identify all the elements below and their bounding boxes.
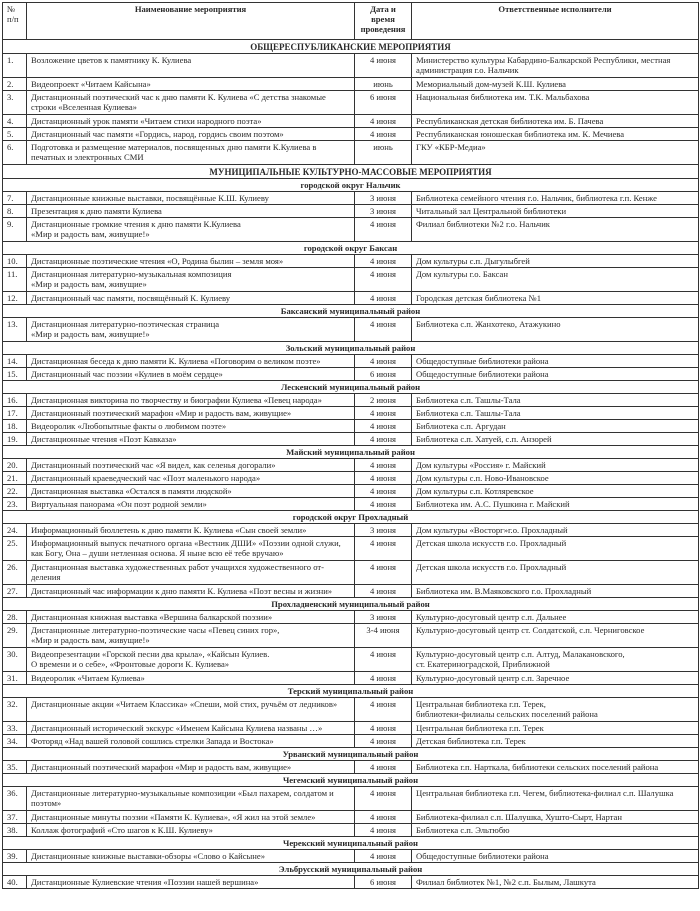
cell-name: Дистанционные акции «Читаем Классика» «Спеши, мой стих, ручьём от ледников» [27, 698, 355, 722]
cell-name: Видеоролик «Читаем Кулиева» [27, 672, 355, 685]
table-row [3, 115, 699, 128]
cell-date: 4 июня [355, 698, 412, 722]
cell-date: 4 июня [355, 585, 412, 598]
subsection-header-title: Урванский муниципальный район [3, 748, 699, 761]
cell-date: 3 июня [355, 205, 412, 218]
cell-exec: Национальная библиотека им. Т.К. Мальбахова [412, 91, 699, 115]
table-row [3, 561, 699, 585]
table-row [3, 218, 699, 242]
cell-exec: Центральная библиотека г.п. Терек, библиотеки-филиалы сельских поселений района [412, 698, 699, 722]
cell-exec: Филиал библиотек №1, №2 с.п. Былым, Лашкута [412, 876, 699, 889]
cell-num: 4. [3, 115, 27, 128]
cell-date: 6 июня [355, 368, 412, 381]
subsection-header [3, 774, 699, 787]
cell-exec: Детская библиотека г.п. Терек [412, 735, 699, 748]
cell-name: Информационный бюллетень к дню памяти К. Кулиева «Сын своей земли» [27, 524, 355, 537]
cell-exec: Дом культуры «Россия» г. Майский [412, 459, 699, 472]
cell-exec: Библиотека с.п. Ташлы-Тала [412, 407, 699, 420]
cell-num: 23. [3, 498, 27, 511]
cell-num: 35. [3, 761, 27, 774]
cell-name: Дистанционная беседа к дню памяти К. Кулиева «Поговорим о великом поэте» [27, 355, 355, 368]
cell-exec: Читальный зал Центральной библиотеки [412, 205, 699, 218]
table-row [3, 420, 699, 433]
cell-date: 4 июня [355, 407, 412, 420]
cell-exec: Общедоступные библиотеки района [412, 850, 699, 863]
cell-name: Дистанционные литературно-музыкальные композиции «Был пахарем, солдатом и поэтом» [27, 787, 355, 811]
table-row [3, 698, 699, 722]
cell-num: 38. [3, 824, 27, 837]
cell-exec: Дом культуры с.п. Дыгулыбгей [412, 255, 699, 268]
cell-name: Дистанционный поэтический час к дню памяти К. Кулиева «С детства знакомые строки «Вселенная Кулиева» [27, 91, 355, 115]
cell-name: Дистанционная выставка «Остался в памяти людской» [27, 485, 355, 498]
section-header [3, 40, 699, 54]
cell-num: 26. [3, 561, 27, 585]
subsection-header-title: Эльбрусский муниципальный район [3, 863, 699, 876]
cell-date: 6 июня [355, 91, 412, 115]
document-page [2, 2, 698, 889]
table-row [3, 292, 699, 305]
cell-date: 4 июня [355, 268, 412, 292]
cell-exec: Республиканская детская библиотека им. Б. Пачева [412, 115, 699, 128]
table-row [3, 355, 699, 368]
cell-name: Фоторяд «Над вашей головой сошлись стрелки Запада и Востока» [27, 735, 355, 748]
table-row [3, 205, 699, 218]
cell-name: Дистанционные громкие чтения к дню памяти К.Кулиева «Мир и радость вам, живущие!» [27, 218, 355, 242]
header-exec: Ответственные исполнители [412, 3, 699, 40]
cell-date: 4 июня [355, 672, 412, 685]
cell-exec: Библиотека с.п. Аргудан [412, 420, 699, 433]
cell-num: 3. [3, 91, 27, 115]
subsection-header [3, 242, 699, 255]
cell-name: Презентация к дню памяти Кулиева [27, 205, 355, 218]
cell-date: 3 июня [355, 192, 412, 205]
cell-date: 4 июня [355, 498, 412, 511]
cell-date: июнь [355, 141, 412, 165]
table-row [3, 537, 699, 561]
cell-date: 4 июня [355, 648, 412, 672]
cell-name: Дистанционная литературно-музыкальная композиция «Мир и радость вам, живущие» [27, 268, 355, 292]
table-row [3, 498, 699, 511]
cell-num: 10. [3, 255, 27, 268]
cell-name: Виртуальная панорама «Он поэт родной земли» [27, 498, 355, 511]
cell-exec: Культурно-досуговый центр с.п. Заречное [412, 672, 699, 685]
cell-exec: Министерство культуры Кабардино-Балкарской Республики, местная администрация г.о. Нальчик [412, 54, 699, 78]
cell-num: 12. [3, 292, 27, 305]
cell-date: 4 июня [355, 54, 412, 78]
cell-date: 4 июня [355, 128, 412, 141]
cell-exec: Республиканская юношеская библиотека им. К. Мечиева [412, 128, 699, 141]
cell-exec: Центральная библиотека г.п. Терек [412, 722, 699, 735]
cell-num: 32. [3, 698, 27, 722]
section-header [3, 165, 699, 179]
subsection-header-title: Прохладненский муниципальный район [3, 598, 699, 611]
subsection-header [3, 381, 699, 394]
cell-num: 13. [3, 318, 27, 342]
subsection-header-title: Зольский муниципальный район [3, 342, 699, 355]
header-date: Дата и время проведения [355, 3, 412, 40]
cell-num: 6. [3, 141, 27, 165]
cell-num: 18. [3, 420, 27, 433]
cell-date: 4 июня [355, 824, 412, 837]
cell-date: 4 июня [355, 420, 412, 433]
subsection-header [3, 598, 699, 611]
table-row [3, 91, 699, 115]
table-row [3, 268, 699, 292]
table-row [3, 141, 699, 165]
events-table [2, 2, 699, 889]
cell-name: Видеоролик «Любопытные факты о любимом поэте» [27, 420, 355, 433]
table-row [3, 811, 699, 824]
cell-num: 7. [3, 192, 27, 205]
cell-name: Дистанционный час поэзии «Кулиев в моём сердце» [27, 368, 355, 381]
cell-num: 17. [3, 407, 27, 420]
table-row [3, 876, 699, 889]
cell-name: Дистанционный урок памяти «Читаем стихи народного поэта» [27, 115, 355, 128]
cell-name: Дистанционные чтения «Поэт Кавказа» [27, 433, 355, 446]
cell-exec: Библиотека им. В.Маяковского г.о. Прохладный [412, 585, 699, 598]
cell-name: Дистанционный час памяти «Гордись, народ, гордись своим поэтом» [27, 128, 355, 141]
cell-exec: Библиотека с.п. Ташлы-Тала [412, 394, 699, 407]
cell-num: 36. [3, 787, 27, 811]
cell-exec: Филиал библиотеки №2 г.о. Нальчик [412, 218, 699, 242]
cell-date: 3 июня [355, 611, 412, 624]
cell-name: Дистанционный поэтический час «Я видел, как селенья догорали» [27, 459, 355, 472]
table-row [3, 407, 699, 420]
table-row [3, 318, 699, 342]
cell-name: Дистанционный поэтический марафон «Мир и радость вам, живущие» [27, 407, 355, 420]
table-row [3, 524, 699, 537]
cell-exec: Дом культуры «Восторг»г.о. Прохладный [412, 524, 699, 537]
subsection-header-title: городской округ Нальчик [3, 179, 699, 192]
table-row [3, 722, 699, 735]
cell-date: 4 июня [355, 472, 412, 485]
cell-name: Видеопроект «Читаем Кайсына» [27, 78, 355, 91]
cell-exec: Культурно-досуговый центр с.п. Алтуд, Малакановского, ст. Екатериноградской, Приближной [412, 648, 699, 672]
table-row [3, 735, 699, 748]
table-row [3, 850, 699, 863]
cell-date: 4 июня [355, 485, 412, 498]
cell-name: Дистанционный поэтический марафон «Мир и радость вам, живущие» [27, 761, 355, 774]
cell-name: Подготовка и размещение материалов, посвященных дню памяти К.Кулиева в печатных и электронных СМИ [27, 141, 355, 165]
table-row [3, 459, 699, 472]
table-row [3, 128, 699, 141]
cell-num: 25. [3, 537, 27, 561]
cell-num: 30. [3, 648, 27, 672]
cell-date: 4 июня [355, 761, 412, 774]
header-name: Наименование мероприятия [27, 3, 355, 40]
cell-name: Коллаж фотографий «Сто шагов к К.Ш. Кулиеву» [27, 824, 355, 837]
cell-exec: Центральная библиотека г.п. Чегем, библиотека-филиал с.п. Шалушка [412, 787, 699, 811]
cell-num: 28. [3, 611, 27, 624]
cell-num: 2. [3, 78, 27, 91]
cell-date: 4 июня [355, 561, 412, 585]
section-header-title: ОБЩЕРЕСПУБЛИКАНСКИЕ МЕРОПРИЯТИЯ [3, 40, 699, 54]
subsection-header-title: городской округ Прохладный [3, 511, 699, 524]
subsection-header-title: Майский муниципальный район [3, 446, 699, 459]
cell-date: 4 июня [355, 433, 412, 446]
table-row [3, 761, 699, 774]
cell-num: 9. [3, 218, 27, 242]
cell-date: июнь [355, 78, 412, 91]
table-row [3, 192, 699, 205]
cell-date: 4 июня [355, 318, 412, 342]
cell-exec: Библиотека с.п. Эльтюбю [412, 824, 699, 837]
cell-date: 4 июня [355, 218, 412, 242]
cell-date: 4 июня [355, 787, 412, 811]
table-row [3, 255, 699, 268]
cell-num: 20. [3, 459, 27, 472]
cell-name: Дистанционный час памяти, посвящённый К. Кулиеву [27, 292, 355, 305]
cell-exec: Культурно-досуговый центр ст. Солдатской, с.п. Черниговское [412, 624, 699, 648]
cell-name: Дистанционные поэтические чтения «О, Родина былин – земля моя» [27, 255, 355, 268]
table-row [3, 787, 699, 811]
cell-num: 15. [3, 368, 27, 381]
table-row [3, 54, 699, 78]
table-row [3, 472, 699, 485]
subsection-header-title: Терский муниципальный район [3, 685, 699, 698]
cell-num: 21. [3, 472, 27, 485]
table-row [3, 585, 699, 598]
cell-exec: Городская детская библиотека №1 [412, 292, 699, 305]
cell-name: Дистанционная викторина по творчеству и биографии Кулиева «Певец народа» [27, 394, 355, 407]
cell-name: Дистанционная литературно-поэтическая страница «Мир и радость вам, живущие!» [27, 318, 355, 342]
cell-exec: Библиотека с.п. Хатуей, с.п. Анзорей [412, 433, 699, 446]
table-row [3, 433, 699, 446]
subsection-header-title: Баксанский муниципальный район [3, 305, 699, 318]
cell-name: Дистанционный исторический экскурс «Именем Кайсына Кулиева названы …» [27, 722, 355, 735]
cell-num: 39. [3, 850, 27, 863]
cell-date: 4 июня [355, 355, 412, 368]
cell-num: 22. [3, 485, 27, 498]
cell-exec: Библиотека семейного чтения г.о. Нальчик, библиотека г.п. Кенже [412, 192, 699, 205]
cell-exec: Библиотека с.п. Жанхотеко, Атажукино [412, 318, 699, 342]
cell-date: 4 июня [355, 115, 412, 128]
subsection-header [3, 685, 699, 698]
cell-name: Видеопрезентации «Горской песни два крыла», «Кайсын Кулиев. О времени и о себе», «Фронтовые дороги К. Кулиева» [27, 648, 355, 672]
cell-name: Дистанционные литературно-поэтические часы «Певец синих гор», «Мир и радость вам, живущие!» [27, 624, 355, 648]
cell-exec: Библиотека г.п. Нарткала, библиотеки сельских поселений района [412, 761, 699, 774]
cell-num: 24. [3, 524, 27, 537]
cell-exec: Библиотека-филиал с.п. Шалушка, Хушто-Сырт, Нартан [412, 811, 699, 824]
cell-date: 4 июня [355, 255, 412, 268]
subsection-header [3, 511, 699, 524]
table-header-row [3, 3, 699, 40]
subsection-header [3, 863, 699, 876]
cell-name: Дистанционный краеведческий час «Поэт маленького народа» [27, 472, 355, 485]
subsection-header-title: Черекский муниципальный район [3, 837, 699, 850]
cell-name: Информационный выпуск печатного органа «Вестник ДШИ» «Поэзии одной служи, как Богу, Она – души нетленная основа. Я ныне всю её тебе вручаю» [27, 537, 355, 561]
table-row [3, 624, 699, 648]
cell-name: Дистанционный час информации к дню памяти К. Кулиева «Поэт весны и жизни» [27, 585, 355, 598]
table-row [3, 368, 699, 381]
cell-num: 14. [3, 355, 27, 368]
cell-exec: Детская школа искусств г.о. Прохладный [412, 537, 699, 561]
cell-name: Дистанционные книжные выставки-обзоры «Слово о Кайсыне» [27, 850, 355, 863]
cell-num: 1. [3, 54, 27, 78]
cell-num: 11. [3, 268, 27, 292]
table-body [3, 40, 699, 889]
cell-date: 3-4 июня [355, 624, 412, 648]
cell-date: 4 июня [355, 811, 412, 824]
cell-num: 33. [3, 722, 27, 735]
table-row [3, 672, 699, 685]
table-row [3, 648, 699, 672]
cell-num: 29. [3, 624, 27, 648]
cell-date: 4 июня [355, 850, 412, 863]
cell-date: 4 июня [355, 292, 412, 305]
cell-exec: Общедоступные библиотеки района [412, 368, 699, 381]
cell-exec: Дом культуры с.п. Ново-Ивановское [412, 472, 699, 485]
cell-num: 31. [3, 672, 27, 685]
section-header-title: МУНИЦИПАЛЬНЫЕ КУЛЬТУРНО-МАССОВЫЕ МЕРОПРИЯТИЯ [3, 165, 699, 179]
cell-date: 2 июня [355, 394, 412, 407]
cell-exec: Мемориальный дом-музей К.Ш. Кулиева [412, 78, 699, 91]
cell-num: 37. [3, 811, 27, 824]
table-row [3, 485, 699, 498]
subsection-header-title: городской округ Баксан [3, 242, 699, 255]
cell-num: 27. [3, 585, 27, 598]
cell-num: 19. [3, 433, 27, 446]
cell-date: 4 июня [355, 735, 412, 748]
cell-num: 8. [3, 205, 27, 218]
cell-exec: Дом культуры г.о. Баксан [412, 268, 699, 292]
cell-exec: Культурно-досуговый центр с.п. Дальнее [412, 611, 699, 624]
subsection-header [3, 179, 699, 192]
header-num: № п/п [3, 3, 27, 40]
subsection-header-title: Чегемский муниципальный район [3, 774, 699, 787]
cell-name: Дистанционные книжные выставки, посвящённые К.Ш. Кулиеву [27, 192, 355, 205]
cell-num: 5. [3, 128, 27, 141]
cell-name: Возложение цветов к памятнику К. Кулиева [27, 54, 355, 78]
cell-exec: Библиотека им. А.С. Пушкина г. Майский [412, 498, 699, 511]
cell-num: 40. [3, 876, 27, 889]
table-row [3, 824, 699, 837]
cell-name: Дистанционные Кулиевские чтения «Поэзии нашей вершина» [27, 876, 355, 889]
cell-name: Дистанционная книжная выставка «Вершина балкарской поэзии» [27, 611, 355, 624]
table-row [3, 394, 699, 407]
cell-num: 34. [3, 735, 27, 748]
cell-exec: Дом культуры с.п. Котляревское [412, 485, 699, 498]
subsection-header [3, 837, 699, 850]
cell-name: Дистанционные минуты поэзии «Памяти К. Кулиева», «Я жил на этой земле» [27, 811, 355, 824]
cell-date: 4 июня [355, 722, 412, 735]
cell-date: 4 июня [355, 459, 412, 472]
cell-exec: ГКУ «КБР-Медиа» [412, 141, 699, 165]
subsection-header-title: Лескенский муниципальный район [3, 381, 699, 394]
cell-date: 4 июня [355, 537, 412, 561]
subsection-header [3, 446, 699, 459]
cell-date: 3 июня [355, 524, 412, 537]
cell-date: 6 июня [355, 876, 412, 889]
subsection-header [3, 748, 699, 761]
cell-name: Дистанционная выставка художественных работ учащихся художественного от-деления [27, 561, 355, 585]
cell-exec: Детская школа искусств г.о. Прохладный [412, 561, 699, 585]
subsection-header [3, 305, 699, 318]
table-row [3, 78, 699, 91]
cell-exec: Общедоступные библиотеки района [412, 355, 699, 368]
subsection-header [3, 342, 699, 355]
cell-num: 16. [3, 394, 27, 407]
table-row [3, 611, 699, 624]
